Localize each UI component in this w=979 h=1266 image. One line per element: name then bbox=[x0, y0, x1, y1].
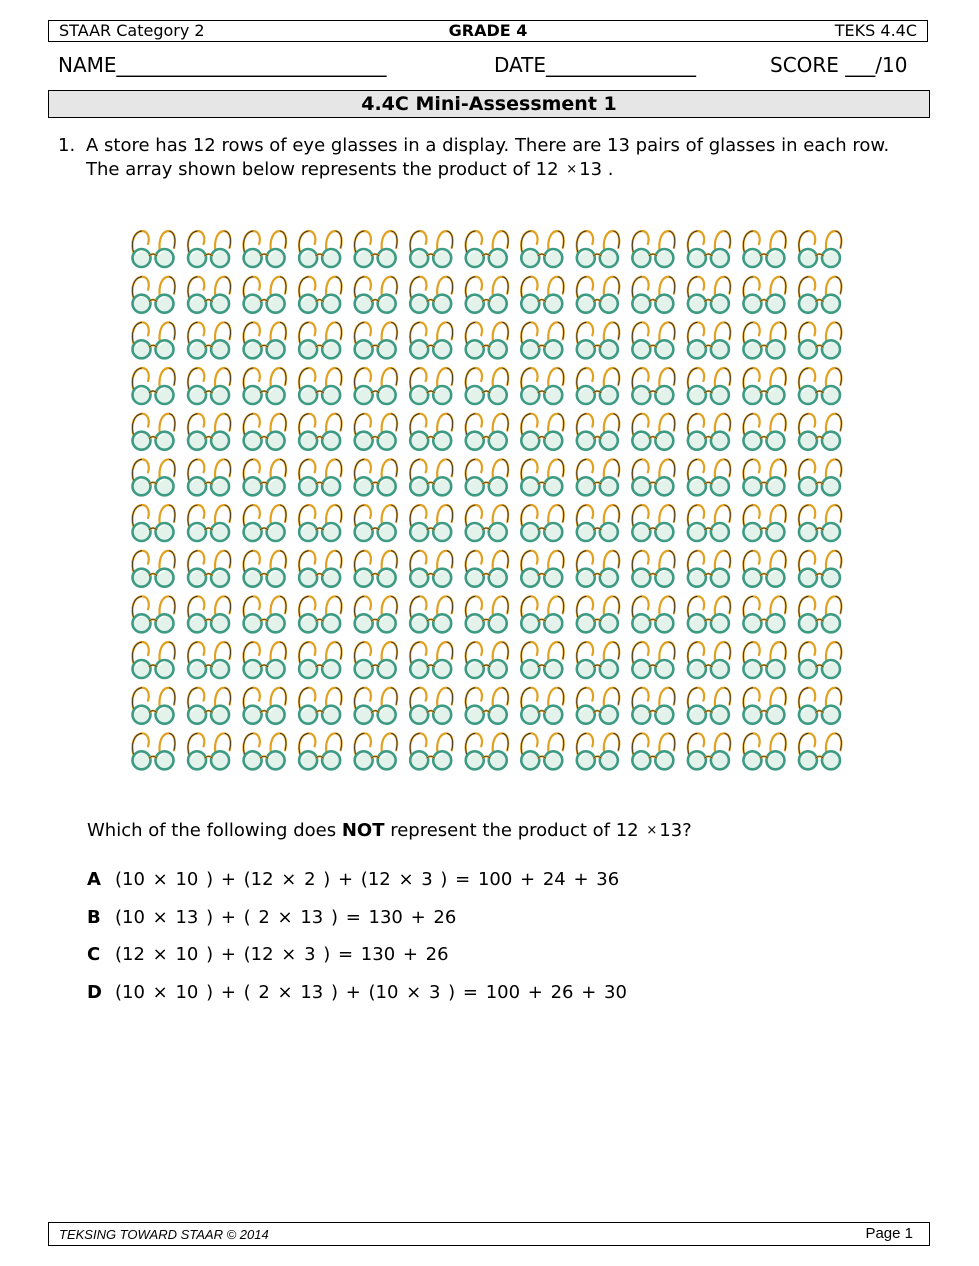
eyeglasses-icon bbox=[466, 322, 509, 358]
eyeglasses-icon bbox=[355, 733, 398, 769]
choice-letter: B bbox=[87, 906, 101, 928]
eyeglasses-icon bbox=[688, 414, 731, 450]
eyeglasses-icon bbox=[632, 231, 675, 267]
eyeglasses-icon bbox=[410, 688, 453, 724]
prompt-not-emphasis: NOT bbox=[341, 820, 385, 841]
eyeglasses-icon bbox=[355, 277, 398, 313]
eyeglasses-icon bbox=[355, 596, 398, 632]
eyeglasses-icon bbox=[132, 322, 175, 358]
eyeglasses-icon bbox=[577, 505, 620, 541]
eyeglasses-icon bbox=[688, 368, 731, 404]
eyeglasses-icon bbox=[188, 231, 231, 267]
eyeglasses-icon bbox=[688, 551, 731, 587]
choice-letter: C bbox=[87, 944, 101, 965]
header-bar bbox=[48, 20, 928, 42]
eyeglasses-icon bbox=[466, 642, 509, 678]
eyeglasses-icon bbox=[299, 414, 342, 450]
eyeglasses-icon bbox=[577, 688, 620, 724]
prompt-text-after: represent the product of 12 bbox=[384, 820, 639, 841]
eyeglasses-icon bbox=[577, 277, 620, 313]
eyeglasses-icon bbox=[299, 688, 342, 724]
eyeglasses-icon bbox=[410, 277, 453, 313]
eyeglasses-icon bbox=[410, 551, 453, 587]
eyeglasses-icon bbox=[743, 505, 786, 541]
eyeglasses-icon bbox=[577, 733, 620, 769]
footer-source: TEKSING TOWARD STAAR © 2014 bbox=[59, 1227, 269, 1242]
eyeglasses-icon bbox=[299, 277, 342, 313]
eyeglasses-icon bbox=[632, 414, 675, 450]
choice-letter: A bbox=[87, 869, 101, 890]
eyeglasses-icon bbox=[688, 277, 731, 313]
eyeglasses-icon bbox=[355, 231, 398, 267]
eyeglasses-icon bbox=[188, 733, 231, 769]
eyeglasses-icon bbox=[188, 688, 231, 724]
question-text-part2: 13 . bbox=[579, 159, 614, 180]
eyeglasses-icon bbox=[244, 414, 287, 450]
eyeglasses-icon bbox=[299, 368, 342, 404]
eyeglasses-icon bbox=[188, 368, 231, 404]
eyeglasses-icon bbox=[743, 414, 786, 450]
eyeglasses-icon bbox=[188, 505, 231, 541]
eyeglasses-icon bbox=[188, 642, 231, 678]
eyeglasses-icon bbox=[355, 414, 398, 450]
eyeglasses-icon bbox=[410, 322, 453, 358]
eyeglasses-icon bbox=[410, 368, 453, 404]
eyeglasses-icon bbox=[521, 505, 564, 541]
eyeglasses-icon bbox=[244, 277, 287, 313]
eyeglasses-icon bbox=[355, 368, 398, 404]
eyeglasses-icon bbox=[799, 596, 842, 632]
eyeglasses-icon bbox=[299, 596, 342, 632]
prompt-text-end: 13? bbox=[659, 820, 692, 841]
eyeglasses-icon bbox=[743, 733, 786, 769]
eyeglasses-icon bbox=[244, 596, 287, 632]
eyeglasses-icon bbox=[688, 596, 731, 632]
eyeglasses-icon bbox=[577, 596, 620, 632]
eyeglasses-icon bbox=[799, 505, 842, 541]
eyeglasses-icon bbox=[244, 368, 287, 404]
eyeglasses-icon bbox=[632, 277, 675, 313]
eyeglasses-icon bbox=[521, 459, 564, 495]
eyeglasses-icon bbox=[355, 459, 398, 495]
eyeglasses-icon bbox=[799, 733, 842, 769]
student-info-row bbox=[58, 53, 928, 81]
eyeglasses-icon bbox=[743, 231, 786, 267]
eyeglasses-icon bbox=[132, 459, 175, 495]
eyeglasses-icon bbox=[188, 459, 231, 495]
eyeglasses-icon bbox=[632, 733, 675, 769]
eyeglasses-icon bbox=[688, 459, 731, 495]
eyeglasses-icon bbox=[132, 368, 175, 404]
eyeglasses-icon bbox=[188, 596, 231, 632]
eyeglasses-icon bbox=[188, 551, 231, 587]
eyeglasses-icon bbox=[299, 322, 342, 358]
eyeglasses-icon bbox=[577, 322, 620, 358]
eyeglasses-icon bbox=[799, 642, 842, 678]
eyeglasses-icon bbox=[188, 414, 231, 450]
eyeglasses-icon bbox=[799, 231, 842, 267]
question-text bbox=[86, 134, 916, 182]
choice-expression: (12 × 10 ) + (12 × 3 ) = 130 + 26 bbox=[115, 944, 449, 965]
eyeglasses-icon bbox=[466, 459, 509, 495]
eyeglasses-icon bbox=[743, 551, 786, 587]
eyeglasses-icon bbox=[688, 505, 731, 541]
eyeglasses-icon bbox=[355, 688, 398, 724]
eyeglasses-icon bbox=[244, 733, 287, 769]
eyeglasses-icon bbox=[743, 459, 786, 495]
eyeglasses-array bbox=[128, 228, 850, 776]
eyeglasses-icon bbox=[521, 322, 564, 358]
eyeglasses-icon bbox=[577, 231, 620, 267]
teks-label: TEKS 4.4C bbox=[834, 21, 917, 40]
eyeglasses-icon bbox=[743, 322, 786, 358]
eyeglasses-icon bbox=[410, 733, 453, 769]
eyeglasses-icon bbox=[466, 368, 509, 404]
eyeglasses-icon bbox=[244, 459, 287, 495]
eyeglasses-icon bbox=[132, 414, 175, 450]
eyeglasses-icon bbox=[410, 231, 453, 267]
name-field[interactable]: NAME___________________________ bbox=[58, 53, 387, 77]
eyeglasses-icon bbox=[410, 414, 453, 450]
eyeglasses-icon bbox=[632, 688, 675, 724]
eyeglasses-icon bbox=[132, 596, 175, 632]
eyeglasses-icon bbox=[410, 505, 453, 541]
eyeglasses-icon bbox=[688, 231, 731, 267]
eyeglasses-icon bbox=[410, 596, 453, 632]
eyeglasses-icon bbox=[244, 322, 287, 358]
eyeglasses-icon bbox=[466, 414, 509, 450]
prompt-times-symbol: × bbox=[646, 823, 658, 838]
eyeglasses-icon bbox=[799, 551, 842, 587]
eyeglasses-icon bbox=[632, 551, 675, 587]
page-title: 4.4C Mini-Assessment 1 bbox=[48, 90, 930, 118]
eyeglasses-icon bbox=[466, 596, 509, 632]
eyeglasses-icon bbox=[299, 733, 342, 769]
question-text-part1: A store has 12 rows of eye glasses in a display. There are 13 pairs of glasses in each row. The array shown below represents the product of 12 bbox=[86, 135, 890, 180]
eyeglasses-icon bbox=[577, 414, 620, 450]
eyeglasses-icon bbox=[521, 414, 564, 450]
eyeglasses-icon bbox=[632, 505, 675, 541]
eyeglasses-icon bbox=[521, 642, 564, 678]
eyeglasses-icon bbox=[799, 688, 842, 724]
eyeglasses-icon bbox=[132, 642, 175, 678]
eyeglasses-icon bbox=[799, 414, 842, 450]
eyeglasses-icon bbox=[577, 368, 620, 404]
eyeglasses-icon bbox=[410, 642, 453, 678]
eyeglasses-icon bbox=[132, 277, 175, 313]
eyeglasses-icon bbox=[743, 277, 786, 313]
eyeglasses-icon bbox=[743, 596, 786, 632]
eyeglasses-icon bbox=[132, 733, 175, 769]
times-symbol: × bbox=[566, 162, 578, 177]
eyeglasses-icon bbox=[188, 322, 231, 358]
eyeglasses-icon bbox=[632, 368, 675, 404]
eyeglasses-icon bbox=[632, 322, 675, 358]
eyeglasses-icon bbox=[743, 688, 786, 724]
eyeglasses-icon bbox=[799, 277, 842, 313]
eyeglasses-icon bbox=[799, 368, 842, 404]
eyeglasses-icon bbox=[799, 322, 842, 358]
eyeglasses-icon bbox=[632, 596, 675, 632]
eyeglasses-icon bbox=[466, 551, 509, 587]
eyeglasses-icon bbox=[521, 596, 564, 632]
question-number: 1. bbox=[58, 135, 76, 156]
eyeglasses-icon bbox=[244, 688, 287, 724]
grade-label: GRADE 4 bbox=[448, 21, 528, 40]
eyeglasses-icon bbox=[521, 368, 564, 404]
eyeglasses-array-svg bbox=[128, 228, 850, 776]
eyeglasses-icon bbox=[132, 231, 175, 267]
eyeglasses-icon bbox=[355, 642, 398, 678]
eyeglasses-icon bbox=[688, 642, 731, 678]
eyeglasses-icon bbox=[244, 642, 287, 678]
choice-expression: (10 × 13 ) + ( 2 × 13 ) = 130 + 26 bbox=[115, 906, 457, 928]
eyeglasses-icon bbox=[743, 368, 786, 404]
eyeglasses-icon bbox=[521, 551, 564, 587]
eyeglasses-icon bbox=[299, 505, 342, 541]
eyeglasses-icon bbox=[521, 277, 564, 313]
choice-letter: D bbox=[87, 981, 102, 1003]
eyeglasses-icon bbox=[577, 642, 620, 678]
eyeglasses-icon bbox=[355, 505, 398, 541]
choice-expression: (10 × 10 ) + ( 2 × 13 ) + (10 × 3 ) = 100 + 26 + 30 bbox=[115, 981, 627, 1003]
eyeglasses-icon bbox=[632, 642, 675, 678]
eyeglasses-icon bbox=[521, 231, 564, 267]
category-label: STAAR Category 2 bbox=[59, 21, 205, 40]
eyeglasses-icon bbox=[466, 505, 509, 541]
choice-expression: (10 × 10 ) + (12 × 2 ) + (12 × 3 ) = 100 + 24 + 36 bbox=[115, 869, 620, 890]
eyeglasses-icon bbox=[299, 642, 342, 678]
eyeglasses-icon bbox=[355, 551, 398, 587]
question-prompt bbox=[87, 819, 692, 843]
eyeglasses-icon bbox=[244, 551, 287, 587]
eyeglasses-icon bbox=[466, 733, 509, 769]
eyeglasses-icon bbox=[355, 322, 398, 358]
eyeglasses-icon bbox=[132, 505, 175, 541]
eyeglasses-icon bbox=[521, 688, 564, 724]
eyeglasses-icon bbox=[688, 733, 731, 769]
eyeglasses-icon bbox=[577, 551, 620, 587]
eyeglasses-icon bbox=[244, 505, 287, 541]
eyeglasses-icon bbox=[521, 733, 564, 769]
date-field[interactable]: DATE_______________ bbox=[494, 53, 697, 77]
eyeglasses-icon bbox=[632, 459, 675, 495]
eyeglasses-icon bbox=[466, 688, 509, 724]
eyeglasses-icon bbox=[132, 551, 175, 587]
eyeglasses-icon bbox=[299, 459, 342, 495]
eyeglasses-icon bbox=[299, 231, 342, 267]
page-number: Page 1 bbox=[865, 1225, 913, 1242]
eyeglasses-icon bbox=[188, 277, 231, 313]
eyeglasses-icon bbox=[244, 231, 287, 267]
footer-bar bbox=[48, 1222, 930, 1246]
eyeglasses-icon bbox=[577, 459, 620, 495]
score-field: SCORE ___/10 bbox=[770, 53, 908, 77]
eyeglasses-icon bbox=[410, 459, 453, 495]
eyeglasses-icon bbox=[299, 551, 342, 587]
eyeglasses-icon bbox=[688, 688, 731, 724]
eyeglasses-icon bbox=[132, 688, 175, 724]
eyeglasses-icon bbox=[466, 277, 509, 313]
eyeglasses-icon bbox=[466, 231, 509, 267]
eyeglasses-icon bbox=[743, 642, 786, 678]
prompt-text-before: Which of the following does bbox=[87, 820, 342, 841]
eyeglasses-icon bbox=[799, 459, 842, 495]
eyeglasses-icon bbox=[688, 322, 731, 358]
